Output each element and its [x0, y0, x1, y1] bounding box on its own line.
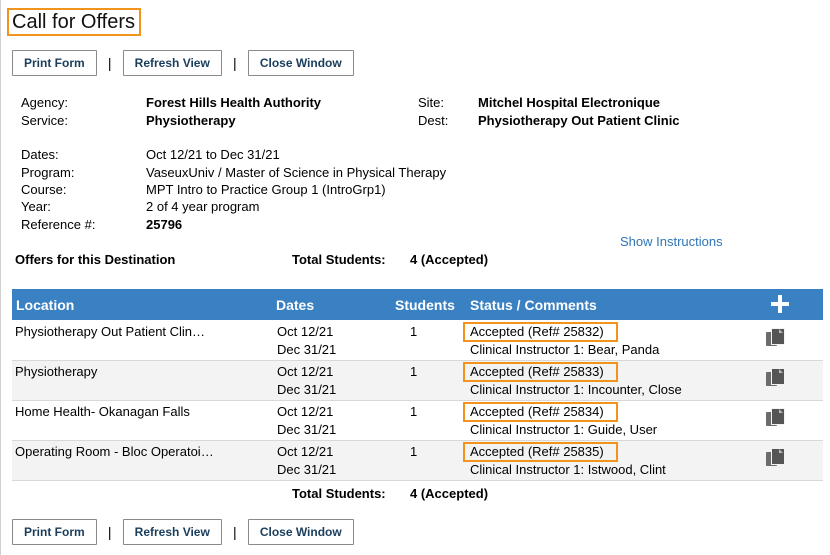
- show-instructions-link[interactable]: Show Instructions: [620, 234, 723, 249]
- copy-icon[interactable]: [766, 328, 786, 348]
- total-students-label-text: Total Students:: [292, 252, 386, 267]
- offer-row[interactable]: [12, 401, 823, 441]
- row-students: 1: [410, 404, 418, 419]
- row-status-badge: Accepted (Ref# 25835): [463, 442, 618, 462]
- row-location: Operating Room - Bloc Operatoi…: [15, 444, 214, 459]
- row-status-badge: Accepted (Ref# 25834): [463, 402, 618, 422]
- offers-heading: Offers for this Destination: [15, 252, 176, 267]
- refresh-view-button[interactable]: Refresh View: [123, 519, 222, 545]
- column-dates[interactable]: Dates: [276, 297, 315, 313]
- bottom-toolbar: [12, 519, 354, 545]
- row-students: 1: [410, 444, 418, 459]
- row-end-date: Dec 31/21: [277, 422, 337, 437]
- copy-icon[interactable]: [766, 448, 786, 468]
- row-comment: Clinical Instructor 1: Incounter, Close: [470, 382, 682, 397]
- dates-value: Oct 12/21 to Dec 31/21: [146, 147, 280, 162]
- row-comment: Clinical Instructor 1: Guide, User: [470, 422, 658, 437]
- offer-row[interactable]: [12, 321, 823, 361]
- row-comment: Clinical Instructor 1: Istwood, Clint: [470, 462, 666, 477]
- print-form-button[interactable]: Print Form: [12, 519, 97, 545]
- reference-value: 25796: [146, 217, 183, 232]
- program-label: Program:: [21, 165, 75, 180]
- row-status-badge: Accepted (Ref# 25832): [463, 322, 618, 342]
- copy-icon[interactable]: [766, 408, 786, 428]
- footer-total-value: 4 (Accepted): [410, 486, 489, 501]
- agency-label: Agency:: [21, 95, 68, 110]
- top-toolbar: [12, 50, 354, 76]
- row-end-date: Dec 31/21: [277, 342, 337, 357]
- column-location[interactable]: Location: [16, 297, 75, 313]
- offers-grid-header: [12, 289, 823, 320]
- reference-label: Reference #:: [21, 217, 96, 232]
- row-location: Physiotherapy Out Patient Clin…: [15, 324, 206, 339]
- year-value: 2 of 4 year program: [146, 199, 260, 214]
- row-location: Home Health- Okanagan Falls: [15, 404, 190, 419]
- page-title: Call for Offers: [7, 8, 141, 36]
- offer-row[interactable]: [12, 361, 823, 401]
- row-end-date: Dec 31/21: [277, 382, 337, 397]
- window-edge: [0, 0, 1, 555]
- row-end-date: Dec 31/21: [277, 462, 337, 477]
- service-label: Service:: [21, 113, 68, 128]
- row-comment: Clinical Instructor 1: Bear, Panda: [470, 342, 660, 357]
- total-students-label: [292, 251, 386, 268]
- print-form-button[interactable]: Print Form: [12, 50, 97, 76]
- row-start-date: Oct 12/21: [277, 364, 334, 379]
- footer-total-label: [292, 485, 386, 502]
- offer-row[interactable]: [12, 441, 823, 481]
- refresh-view-button[interactable]: Refresh View: [123, 50, 222, 76]
- row-students: 1: [410, 324, 418, 339]
- row-start-date: Oct 12/21: [277, 404, 334, 419]
- total-students-value: 4 (Accepted): [410, 252, 489, 267]
- program-value: VaseuxUniv / Master of Science in Physical Therapy: [146, 165, 447, 180]
- row-start-date: Oct 12/21: [277, 324, 334, 339]
- add-offer-plus-icon[interactable]: [770, 294, 790, 314]
- toolbar-separator: |: [107, 55, 112, 71]
- column-students[interactable]: Students: [395, 297, 455, 313]
- dest-label: Dest:: [418, 113, 449, 128]
- close-window-button[interactable]: Close Window: [248, 519, 354, 545]
- row-status-badge: Accepted (Ref# 25833): [463, 362, 618, 382]
- row-students: 1: [410, 364, 418, 379]
- site-label: Site:: [418, 95, 445, 110]
- toolbar-separator: |: [233, 55, 237, 71]
- site-value: Mitchel Hospital Electronique: [478, 95, 661, 110]
- dest-value: Physiotherapy Out Patient Clinic: [478, 113, 680, 128]
- course-label: Course:: [21, 182, 67, 197]
- row-start-date: Oct 12/21: [277, 444, 334, 459]
- toolbar-separator: |: [233, 524, 237, 540]
- close-window-button[interactable]: Close Window: [248, 50, 354, 76]
- toolbar-separator: |: [107, 524, 112, 540]
- course-value: MPT Intro to Practice Group 1 (IntroGrp1): [146, 182, 386, 197]
- row-location: Physiotherapy: [15, 364, 98, 379]
- column-status[interactable]: Status / Comments: [470, 297, 597, 313]
- agency-value: Forest Hills Health Authority: [146, 95, 322, 110]
- service-value: Physiotherapy: [146, 113, 236, 128]
- dates-label: Dates:: [21, 147, 59, 162]
- year-label: Year:: [21, 199, 51, 214]
- footer-total-label-text: Total Students:: [292, 486, 386, 501]
- copy-icon[interactable]: [766, 368, 786, 388]
